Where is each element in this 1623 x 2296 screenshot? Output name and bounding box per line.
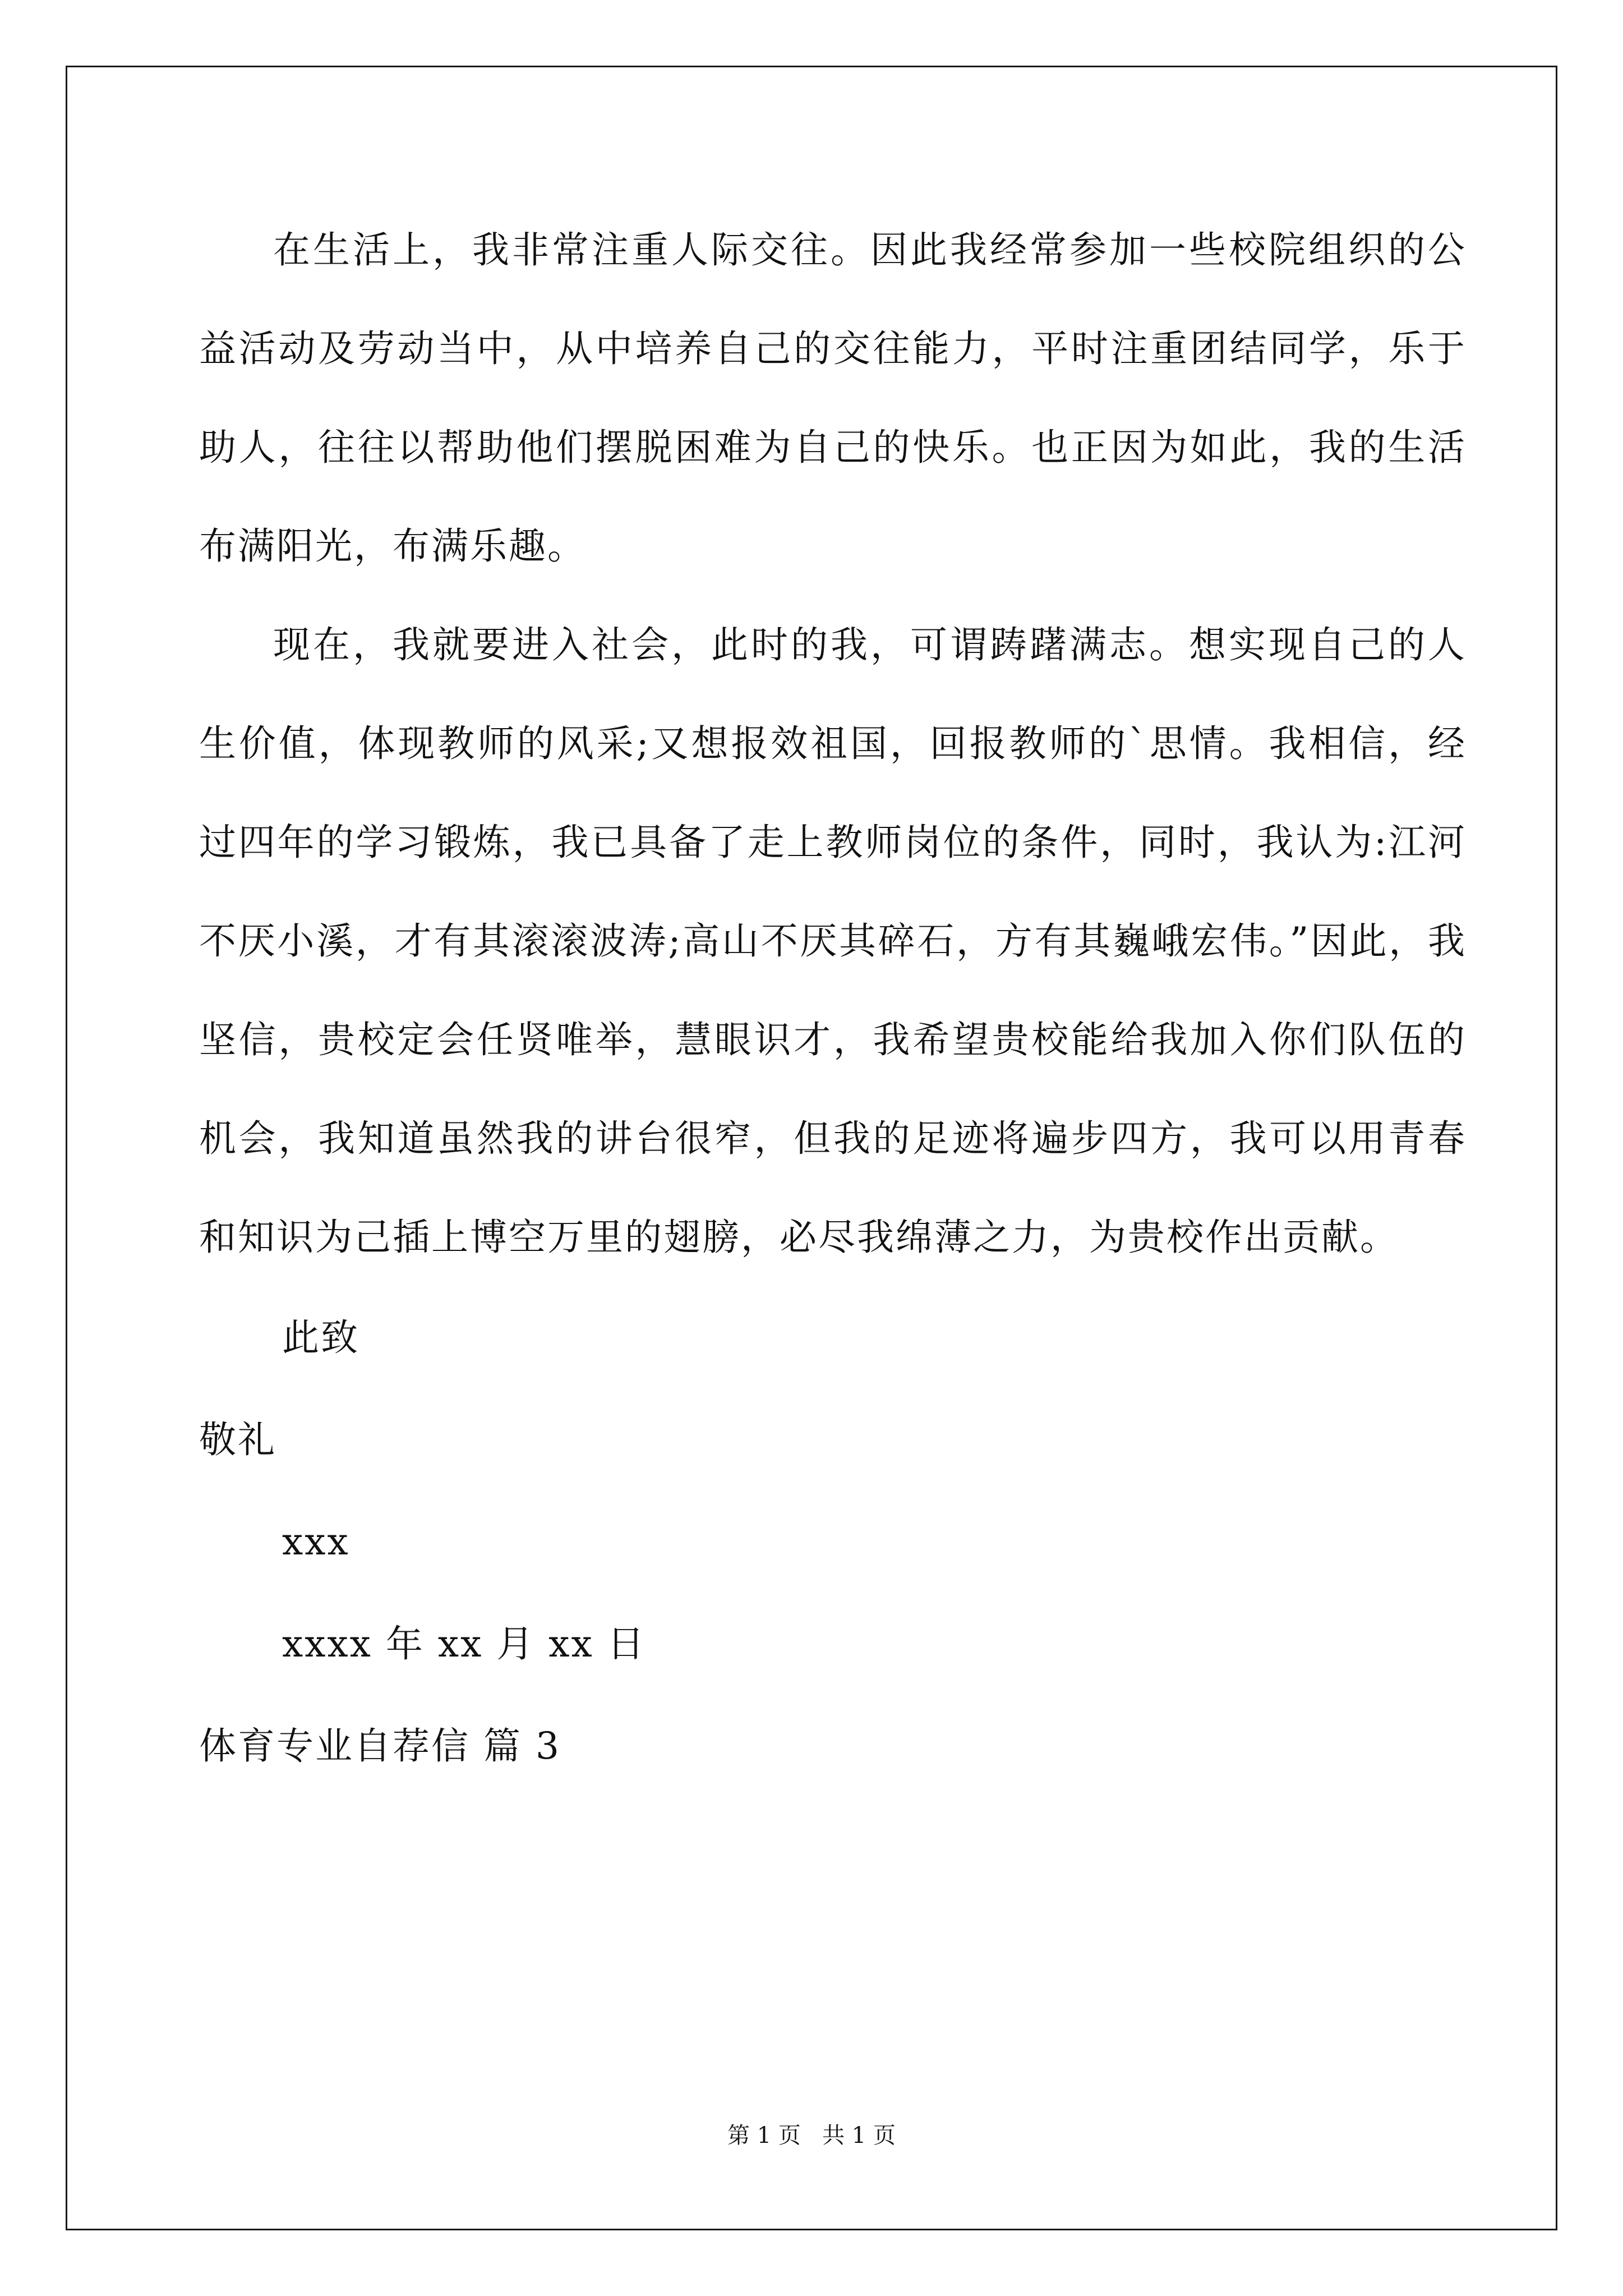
page-footer: 第 1 页 共 1 页 [727, 2123, 896, 2148]
section-title: 体育专业自荐信 篇 3 [199, 1724, 561, 1768]
letter-date: xxxx 年 xx 月 xx 日 [282, 1622, 646, 1665]
paragraph-social-life: 在生活上，我非常注重人际交往。因此我经常参加一些校院组织的公益活动及劳动当中，从中培养自己的交往能力，平时注重团结同学，乐于助人，往往以帮助他们摆脱困难为自己的快乐。也正因为如此，我的生活布满阳光，布满乐趣。 [199, 228, 1467, 568]
salutation: 敬礼 [199, 1418, 276, 1461]
closing-phrase: 此致 [282, 1316, 359, 1359]
paragraph-aspiration: 现在，我就要进入社会，此时的我，可谓踌躇满志。想实现自己的人生价值，体现教师的风采;又想报效祖国，回报教师的`思情。我相信，经过四年的学习锻炼，我已具备了走上教师岗位的条件，同时，我认为:江河不厌小溪，才有其滚滚波涛;高山不厌其碎石，方有其巍峨宏伟。”因此，我坚信，贵校定会任贤唯举，慧眼识才，我希望贵校能给我加入你们队伍的机会，我知道虽然我的讲台很窄，但我的足迹将遍步四方，我可以用青春和知识为己插上博空万里的翅膀，必尽我绵薄之力，为贵校作出贡献。 [199, 623, 1467, 1259]
signature: xxx [282, 1520, 350, 1563]
letter-body [199, 201, 1467, 1797]
